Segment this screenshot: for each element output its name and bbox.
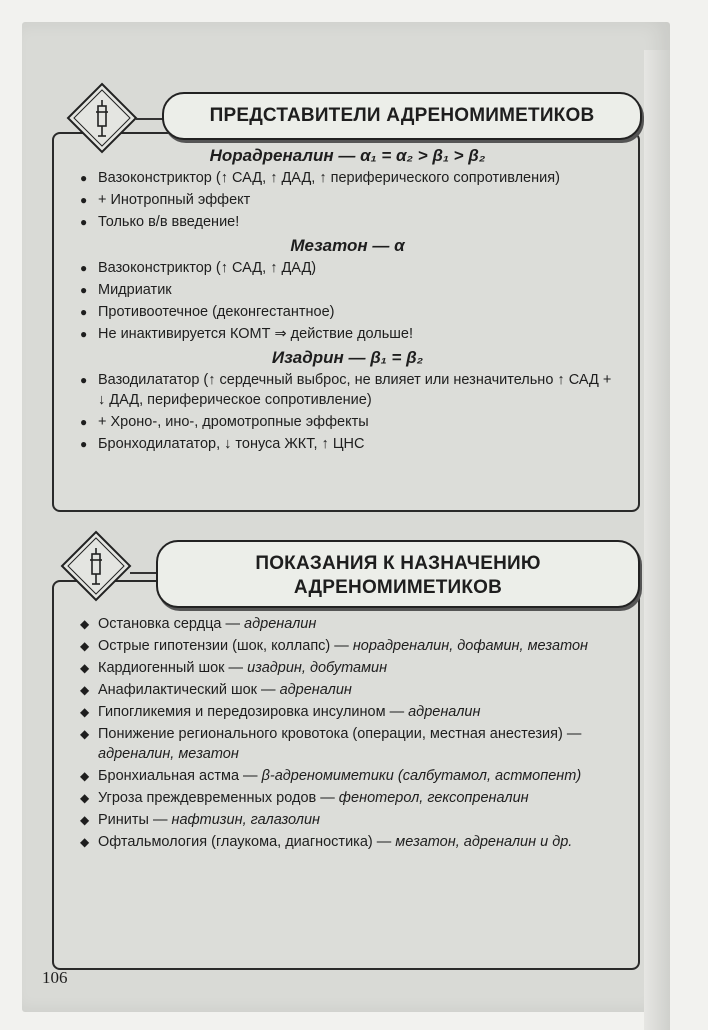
drug-names: адреналин, мезатон <box>98 746 239 762</box>
condition-text: Остановка сердца — <box>98 616 245 632</box>
list-item: ● Вазоконстриктор (↑ САД, ↑ ДАД, ↑ периферического сопротивления) <box>80 168 615 188</box>
noradrenaline-heading: Норадреналин — α₁ = α₂ > β₁ > β₂ <box>209 146 486 165</box>
condition-text: Понижение регионального кровотока (операции, местная анестезия) — <box>98 726 582 742</box>
condition-text: Гипогликемия и передозировка инсулином — <box>98 704 409 720</box>
list-item: ● Вазодилататор (↑ сердечный выброс, не влияет или незначительно ↑ САД + ↓ ДАД, периферическое сопротивление) <box>80 370 615 410</box>
drug-names: изадрин, добутамин <box>247 660 388 676</box>
section-title-representatives: ПРЕДСТАВИТЕЛИ АДРЕНОМИМЕТИКОВ <box>162 92 642 140</box>
condition-text: Анафилактический шок — <box>98 682 280 698</box>
syringe-icon <box>60 530 132 602</box>
indications-list <box>80 614 615 852</box>
representatives-content <box>80 146 615 456</box>
drug-names: β-адреномиметики (салбутамол, астмопент) <box>261 768 582 784</box>
drug-names: адреналин <box>279 682 352 698</box>
noradrenaline-list <box>80 168 615 232</box>
condition-text: Риниты — <box>98 812 172 828</box>
mezaton-heading: Мезатон — α <box>290 236 405 255</box>
list-item <box>80 680 615 700</box>
izadrin-heading: Изадрин — β₁ = β₂ <box>271 348 424 367</box>
condition-text: Угроза преждевременных родов — <box>98 790 339 806</box>
list-item <box>80 614 615 634</box>
drug-names: норадреналин, дофамин, мезатон <box>352 638 589 654</box>
mezaton-list <box>80 258 615 344</box>
condition-text: Офтальмология (глаукома, диагностика) — <box>98 834 396 850</box>
page-number: 106 <box>42 968 68 987</box>
list-item <box>80 636 615 656</box>
syringe-icon <box>66 82 138 154</box>
drug-names: фенотерол, гексопреналин <box>338 790 529 806</box>
list-item <box>80 766 615 786</box>
list-item <box>80 832 615 852</box>
banner-connector <box>130 572 158 574</box>
list-item <box>80 810 615 830</box>
list-item <box>80 702 615 722</box>
condition-text: Острые гипотензии (шок, коллапс) — <box>98 638 353 654</box>
banner-connector <box>136 118 164 120</box>
condition-text: Бронхиальная астма — <box>98 768 262 784</box>
title-line-1: ПОКАЗАНИЯ К НАЗНАЧЕНИЮ <box>255 553 541 574</box>
drug-names: нафтизин, галазолин <box>171 812 320 828</box>
list-item: ● Не инактивируется КОМТ ⇒ действие дольше! <box>80 324 615 344</box>
condition-text: Кардиогенный шок — <box>98 660 248 676</box>
drug-names: адреналин <box>408 704 481 720</box>
list-item: ● Только в/в введение! <box>80 212 615 232</box>
section-title-indications <box>156 540 640 608</box>
list-item: ● Вазоконстриктор (↑ САД, ↑ ДАД) <box>80 258 615 278</box>
list-item: ● Мидриатик <box>80 280 615 300</box>
list-item: ● Противоотечное (деконгестантное) <box>80 302 615 322</box>
page-edge <box>644 50 670 1030</box>
indications-content <box>80 612 615 854</box>
list-item: ● Бронходилататор, ↓ тонуса ЖКТ, ↑ ЦНС <box>80 434 615 454</box>
drug-names: мезатон, адреналин и др. <box>395 834 573 850</box>
list-item <box>80 724 615 764</box>
list-item <box>80 788 615 808</box>
list-item: ● + Инотропный эффект <box>80 190 615 210</box>
title-line-2: АДРЕНОМИМЕТИКОВ <box>293 577 503 598</box>
izadrin-list <box>80 370 615 454</box>
drug-names: адреналин <box>244 616 317 632</box>
list-item <box>80 658 615 678</box>
list-item: ● + Хроно-, ино-, дромотропные эффекты <box>80 412 615 432</box>
